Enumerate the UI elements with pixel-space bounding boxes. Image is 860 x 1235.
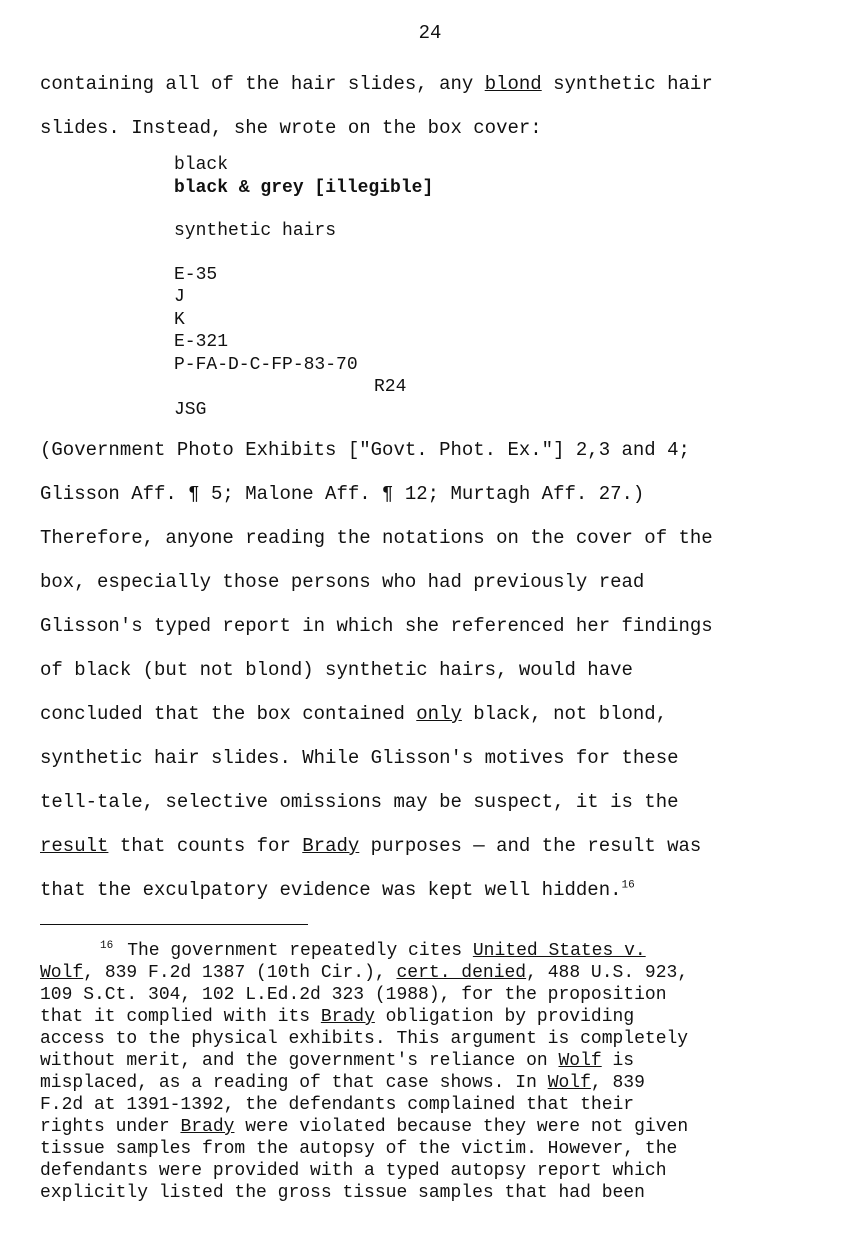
footnote-line: misplaced, as a reading of that case shows. In Wolf, 839 xyxy=(40,1073,645,1093)
text-line: Glisson Aff. ¶ 5; Malone Aff. ¶ 12; Murtagh Aff. 27.) xyxy=(40,483,645,505)
quote-line: E-321 xyxy=(174,332,229,352)
underlined-term: Brady xyxy=(320,1007,375,1027)
text-line: that the exculpatory evidence was kept well hidden.$^{16}$ xyxy=(40,879,635,901)
text-line: Therefore, anyone reading the notations on the cover of the xyxy=(40,527,713,549)
text-line: synthetic hair slides. While Glisson's motives for these xyxy=(40,747,679,769)
footnote-line: F.2d at 1391-1392, the defendants complained that their xyxy=(40,1095,635,1115)
text-line: slides. Instead, she wrote on the box cover: xyxy=(40,117,542,139)
text-line: containing all of the hair slides, any blond synthetic hair xyxy=(40,73,713,95)
text-line: of black (but not blond) synthetic hairs, would have xyxy=(40,659,633,681)
quote-line: J xyxy=(174,287,185,307)
footnote-line: rights under Brady were violated because they were not given xyxy=(40,1117,689,1137)
footnote-line: $^{16}$ The government repeatedly cites United States v. xyxy=(100,940,646,961)
text-line: result that counts for Brady purposes — and the result was xyxy=(40,835,702,857)
footnote-line: access to the physical exhibits. This argument is completely xyxy=(40,1029,689,1049)
text-line: box, especially those persons who had previously read xyxy=(40,571,645,593)
case-citation: Wolf xyxy=(547,1073,591,1093)
footnote-divider xyxy=(40,924,308,925)
case-citation: Wolf xyxy=(40,963,84,983)
text-line: concluded that the box contained only black, not blond, xyxy=(40,703,668,725)
footnote-reference: 16 xyxy=(621,879,635,892)
footnote-line: 109 S.Ct. 304, 102 L.Ed.2d 323 (1988), for the proposition xyxy=(40,985,667,1005)
footnote-16 xyxy=(40,940,855,1204)
quote-line: R24 xyxy=(374,377,407,397)
footnote-line: Wolf, 839 F.2d 1387 (10th Cir.), cert. denied, 488 U.S. 923, xyxy=(40,963,689,983)
citation-term: cert. denied xyxy=(396,963,527,983)
quote-line: P-FA-D-C-FP-83-70 xyxy=(174,354,358,375)
footnote-line: defendants were provided with a typed autopsy report which xyxy=(40,1161,667,1181)
text-line: tell-tale, selective omissions may be suspect, it is the xyxy=(40,791,679,813)
underlined-term: Brady xyxy=(180,1117,235,1137)
case-citation: United States v. xyxy=(472,941,646,961)
footnote-line: that it complied with its Brady obligation by providing xyxy=(40,1007,635,1027)
underlined-term: result xyxy=(40,835,109,857)
body-paragraph-main xyxy=(40,428,850,912)
page-number: 24 xyxy=(418,22,442,44)
footnote-line: without merit, and the government's reliance on Wolf is xyxy=(40,1051,635,1071)
quote-line: E-35 xyxy=(174,264,218,285)
text-line: Glisson's typed report in which she referenced her findings xyxy=(40,615,713,637)
footnote-line: tissue samples from the autopsy of the victim. However, the xyxy=(40,1139,678,1159)
quote-line: JSG xyxy=(174,399,207,420)
underlined-term: only xyxy=(416,703,462,725)
underlined-term: Brady xyxy=(302,835,360,857)
quote-line: black & grey [illegible] xyxy=(174,177,434,198)
underlined-term: blond xyxy=(484,73,542,95)
quote-line: black xyxy=(174,155,229,175)
footnote-line: explicitly listed the gross tissue samples that had been xyxy=(40,1183,645,1203)
quote-line: K xyxy=(174,309,185,330)
text-line: (Government Photo Exhibits ["Govt. Phot. Ex."] 2,3 and 4; xyxy=(40,439,690,461)
footnote-marker: 16 xyxy=(100,940,114,952)
quote-line: synthetic hairs xyxy=(174,221,337,241)
body-paragraph-intro xyxy=(40,62,840,150)
case-citation: Wolf xyxy=(558,1051,602,1071)
box-cover-quotation xyxy=(174,154,433,421)
